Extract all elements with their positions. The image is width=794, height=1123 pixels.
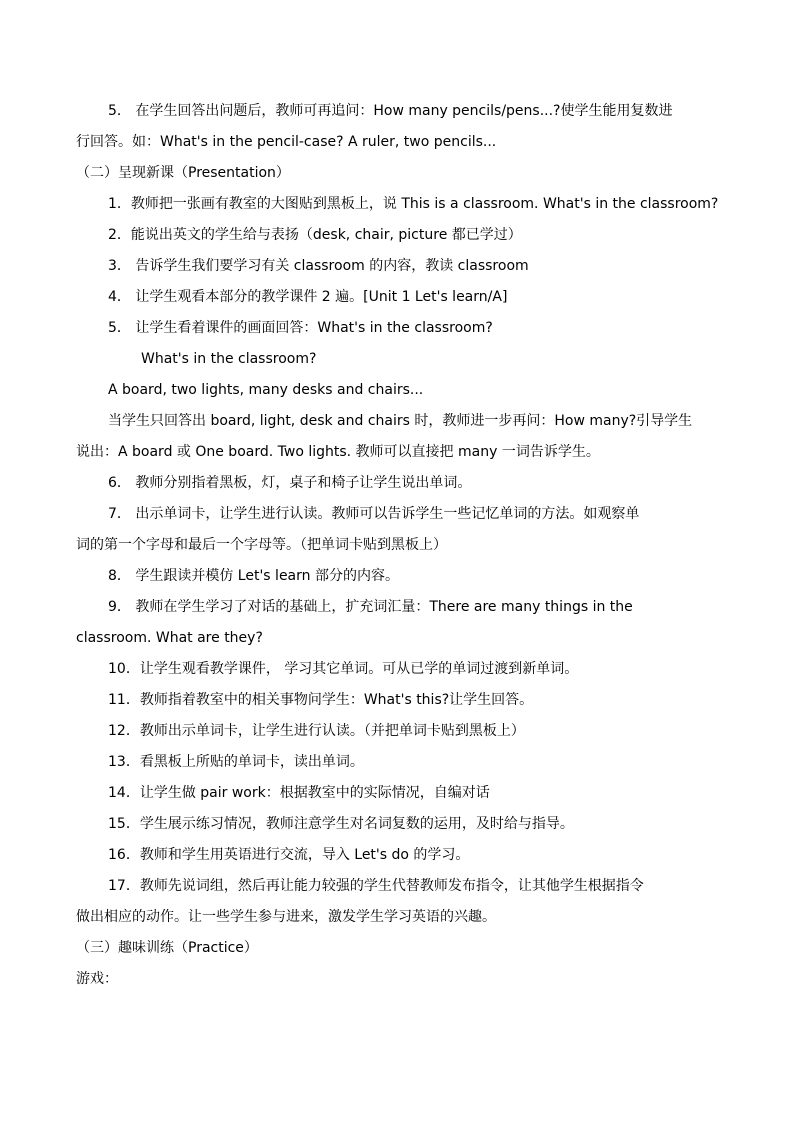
text-line: A board, two lights, many desks and chairs... [108, 382, 424, 398]
text-line: 10．让学生观看教学课件， 学习其它单词。可从已学的单词过渡到新单词。 [108, 661, 579, 677]
text-line: 9． 教师在学生学习了对话的基础上，扩充词汇量：There are many things in the [108, 599, 633, 615]
text-line: What's in the classroom? [141, 351, 317, 367]
text-line: 13．看黑板上所贴的单词卡，读出单词。 [108, 754, 364, 770]
text-line: 5． 让学生看着课件的画面回答：What's in the classroom? [108, 320, 493, 336]
text-line: 14．让学生做 pair work：根据教室中的实际情况，自编对话 [108, 785, 490, 801]
text-line: 5． 在学生回答出问题后，教师可再追问：How many pencils/pens...?使学生能用复数进 [108, 103, 673, 119]
text-line: 17．教师先说词组，然后再让能力较强的学生代替教师发布指令，让其他学生根据指令 [108, 878, 644, 894]
text-line: 15．学生展示练习情况，教师注意学生对名词复数的运用，及时给与指导。 [108, 816, 574, 832]
text-line: 说出：A board 或 One board. Two lights. 教师可以直接把 many 一词告诉学生。 [76, 444, 600, 460]
text-line: 2．能说出英文的学生给与表扬（desk, chair, picture 都已学过） [108, 227, 522, 243]
section-heading: （三）趣味训练（Practice） [76, 940, 258, 956]
text-line: 做出相应的动作。让一些学生参与进来，激发学生学习英语的兴趣。 [76, 909, 496, 925]
text-line: 16．教师和学生用英语进行交流，导入 Let's do 的学习。 [108, 847, 470, 863]
text-line: 当学生只回答出 board, light, desk and chairs 时，教师进一步再问：How many?引导学生 [108, 413, 693, 429]
text-line: 11．教师指着教室中的相关事物问学生：What's this?让学生回答。 [108, 692, 534, 708]
section-heading: （二）呈现新课（Presentation） [76, 165, 290, 181]
text-line: 1．教师把一张画有教室的大图贴到黑板上，说 This is a classroom. What's in the classroom? [108, 196, 719, 212]
text-line: 12．教师出示单词卡，让学生进行认读。（并把单词卡贴到黑板上） [108, 723, 525, 739]
text-line: 4． 让学生观看本部分的教学课件 2 遍。[Unit 1 Let's learn/A] [108, 289, 508, 305]
text-line: 行回答。如：What's in the pencil-case? A ruler, two pencils... [76, 134, 497, 150]
text-line: 6． 教师分别指着黑板，灯，桌子和椅子让学生说出单词。 [108, 475, 472, 491]
text-line: 8． 学生跟读并模仿 Let's learn 部分的内容。 [108, 568, 399, 584]
text-line: 7． 出示单词卡，让学生进行认读。教师可以告诉学生一些记忆单词的方法。如观察单 [108, 506, 640, 522]
text-line: 词的第一个字母和最后一个字母等。（把单词卡贴到黑板上） [76, 537, 447, 553]
text-line: 3． 告诉学生我们要学习有关 classroom 的内容，教读 classroom [108, 258, 529, 274]
text-line: 游戏： [76, 971, 118, 987]
text-line: classroom. What are they? [76, 630, 263, 646]
